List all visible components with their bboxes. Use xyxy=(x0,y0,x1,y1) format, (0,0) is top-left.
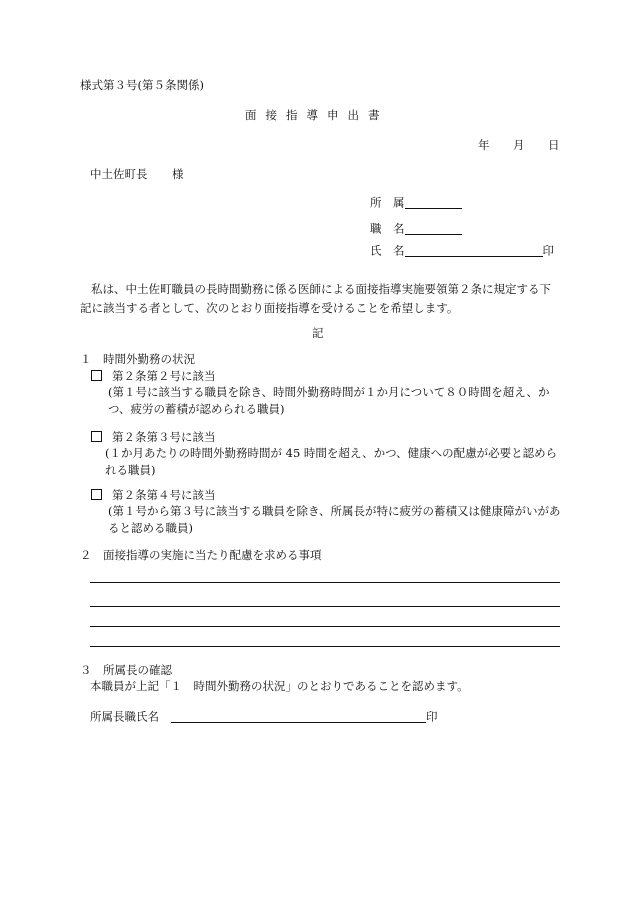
name-input-line[interactable] xyxy=(405,245,543,257)
option-article2-item4-label: 第２条第４号に該当 xyxy=(112,488,216,502)
section3-confirmation-text: 本職員が上記「１ 時間外勤務の状況」のとおりであることを認めます。 xyxy=(90,679,469,693)
consideration-line-4[interactable] xyxy=(90,646,560,647)
supervisor-signature-field[interactable] xyxy=(90,711,438,723)
ki-heading: 記 xyxy=(312,326,324,340)
section2-heading: ２ 面接指導の実施に当たり配慮を求める事項 xyxy=(80,548,322,562)
supervisor-signature-line[interactable] xyxy=(171,711,426,723)
date-day-label: 日 xyxy=(548,138,560,152)
form-title: 面接指導申出書 xyxy=(245,108,389,122)
option-article2-item2-note: (第１号に該当する職員を除き、時間外勤務時間が１か月について８０時間を超え、かつ、疲労の蓄積が認められる職員) xyxy=(108,385,550,416)
form-number: 様式第３号(第５条関係) xyxy=(80,78,204,92)
date-year-label: 年 xyxy=(478,138,490,152)
option-article2-item3[interactable] xyxy=(91,431,216,444)
name-field[interactable] xyxy=(370,245,554,257)
supervisor-signature-label: 所属長職氏名 xyxy=(90,709,159,724)
affiliation-input-line[interactable] xyxy=(405,197,462,209)
section1-heading: １ 時間外勤務の状況 xyxy=(80,352,195,366)
option-article2-item3-label: 第２条第３号に該当 xyxy=(112,430,216,444)
consideration-line-1[interactable] xyxy=(90,582,560,583)
position-input-line[interactable] xyxy=(405,223,462,235)
addressee-suffix: 様 xyxy=(172,167,184,181)
section3-heading: ３ 所属長の確認 xyxy=(80,663,172,677)
affiliation-field[interactable] xyxy=(370,197,462,209)
checkbox-article2-item3[interactable] xyxy=(91,431,102,442)
consideration-line-3[interactable] xyxy=(90,626,560,627)
applicant-seal-mark: 印 xyxy=(542,243,554,258)
addressee-name: 中土佐町長 xyxy=(90,167,148,181)
date-month-label: 月 xyxy=(513,138,525,152)
position-field[interactable] xyxy=(370,223,462,235)
consideration-line-2[interactable] xyxy=(90,606,560,607)
checkbox-article2-item2[interactable] xyxy=(91,370,102,381)
checkbox-article2-item4[interactable] xyxy=(91,489,102,500)
option-article2-item4[interactable] xyxy=(91,489,216,502)
name-label: 氏 名 xyxy=(370,243,405,258)
option-article2-item2[interactable] xyxy=(91,370,216,383)
affiliation-label: 所 属 xyxy=(370,195,405,210)
option-article2-item3-note: (１か月あたりの時間外勤務時間が 45 時間を超え、かつ、健康への配慮が必要と認められる職員) xyxy=(105,446,558,477)
supervisor-seal-mark: 印 xyxy=(426,709,438,724)
body-paragraph: 私は、中土佐町職員の長時間勤務に係る医師による面接指導実施要領第２条に規定する下記に該当する者として、次のとおり面接指導を受けることを希望します。 xyxy=(80,282,551,315)
option-article2-item2-label: 第２条第２号に該当 xyxy=(112,369,216,383)
position-label: 職 名 xyxy=(370,221,405,236)
option-article2-item4-note: (第１号から第３号に該当する職員を除き、所属長が特に疲労の蓄積又は健康障がいがあると認める職員) xyxy=(108,504,561,535)
